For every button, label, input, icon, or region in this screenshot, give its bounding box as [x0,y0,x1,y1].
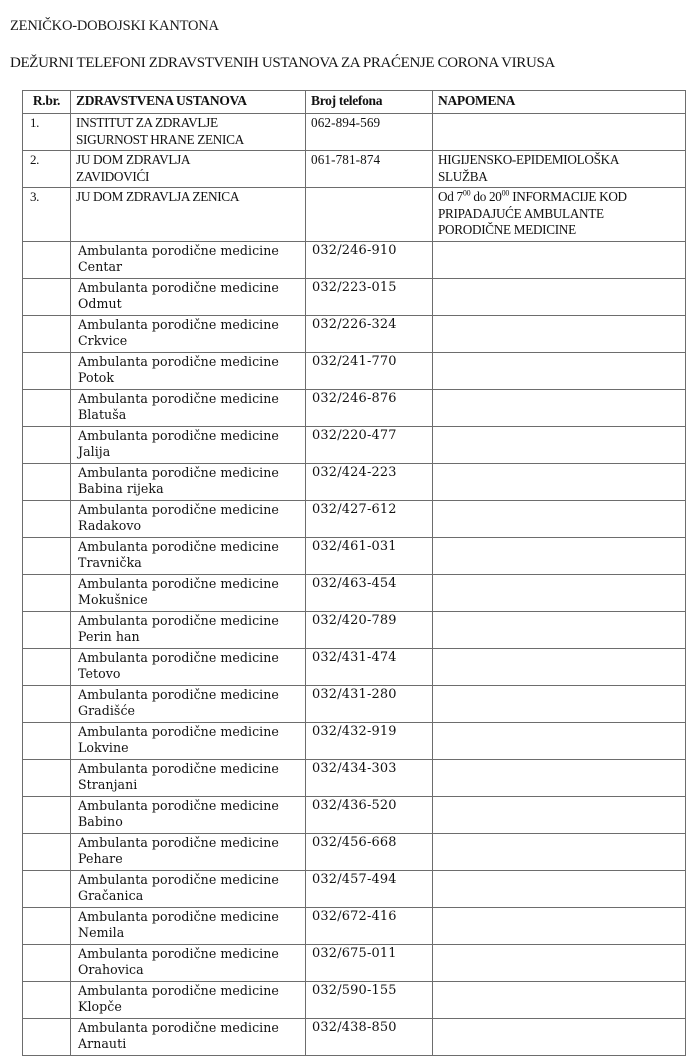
clinic-note [433,426,686,463]
clinic-note [433,944,686,981]
clinic-note [433,907,686,944]
table-row [23,685,686,722]
clinic-label: Ambulanta porodične medicine [78,242,279,258]
clinic-location: Crkvice [78,333,128,348]
clinic-label: Ambulanta porodične medicine [78,316,279,332]
table-row [23,188,686,242]
table-row [23,151,686,188]
row-number [23,278,71,315]
table-header-row [23,91,686,114]
clinic-note [433,759,686,796]
institution-note-working-hours [438,189,627,204]
clinic-label: Ambulanta porodične medicine [78,390,279,406]
row-number [23,352,71,389]
clinic-label: Ambulanta porodične medicine [78,797,279,813]
clinic-location: Lokvine [78,740,129,755]
table-row [23,389,686,426]
institution-note-line2: PRIPADAJUĆE AMBULANTE [438,205,604,221]
row-number [23,981,71,1018]
column-header-institution: ZDRAVSTVENA USTANOVA [71,91,306,114]
clinic-name [71,981,306,1018]
clinic-phone: 032/431-474 [306,648,433,685]
clinic-phone: 032/436-520 [306,796,433,833]
clinic-note [433,352,686,389]
row-number [23,611,71,648]
clinic-location: Arnauti [78,1036,127,1051]
clinic-name [71,352,306,389]
row-number [23,574,71,611]
table-row [23,1018,686,1055]
clinic-name [71,611,306,648]
clinic-label: Ambulanta porodične medicine [78,427,279,443]
clinic-phone: 032/463-454 [306,574,433,611]
table-row [23,315,686,352]
table-row [23,796,686,833]
phone-directory-table-wrapper [22,90,685,1056]
clinic-note [433,389,686,426]
clinic-label: Ambulanta porodične medicine [78,834,279,850]
clinic-label: Ambulanta porodične medicine [78,538,279,554]
clinic-phone: 032/456-668 [306,833,433,870]
row-number [23,944,71,981]
phone-directory-table [22,90,686,1056]
clinic-name [71,685,306,722]
row-number [23,907,71,944]
institution-name-line1: JU DOM ZDRAVLJA ZENICA [76,189,240,204]
clinic-label: Ambulanta porodične medicine [78,1019,279,1035]
clinic-location: Stranjani [78,777,138,792]
clinic-note [433,722,686,759]
clinic-location: Tetovo [78,666,121,681]
clinic-label: Ambulanta porodične medicine [78,575,279,591]
table-row [23,426,686,463]
clinic-note [433,574,686,611]
table-row [23,907,686,944]
column-header-rbr: R.br. [23,91,71,114]
clinic-label: Ambulanta porodične medicine [78,464,279,480]
row-number [23,426,71,463]
clinic-location: Babina rijeka [78,481,164,496]
clinic-name [71,907,306,944]
clinic-name [71,944,306,981]
institution-name [71,151,306,188]
clinic-note [433,537,686,574]
table-row [23,611,686,648]
clinic-location: Gradišće [78,703,136,718]
clinic-name [71,574,306,611]
table-row [23,537,686,574]
row-number [23,870,71,907]
clinic-location: Radakovo [78,518,142,533]
clinic-name [71,1018,306,1055]
clinic-note [433,315,686,352]
clinic-location: Gračanica [78,888,144,903]
clinic-phone: 032/457-494 [306,870,433,907]
institution-phone: 061-781-874 [306,151,433,188]
clinic-phone: 032/432-919 [306,722,433,759]
clinic-note [433,463,686,500]
table-row [23,114,686,151]
clinic-phone: 032/434-303 [306,759,433,796]
clinic-name [71,537,306,574]
clinic-label: Ambulanta porodične medicine [78,501,279,517]
clinic-label: Ambulanta porodične medicine [78,760,279,776]
clinic-location: Jalija [78,444,111,459]
clinic-name [71,722,306,759]
clinic-note [433,278,686,315]
clinic-name [71,648,306,685]
kanton-line: ZENIČKO-DOBOJSKI KANTONA [10,18,219,34]
row-number [23,500,71,537]
table-row [23,278,686,315]
document-heading [10,18,680,72]
clinic-phone: 032/246-910 [306,241,433,278]
institution-phone: 062-894-569 [306,114,433,151]
table-row [23,944,686,981]
clinic-location: Mokušnice [78,592,148,607]
clinic-note [433,685,686,722]
clinic-label: Ambulanta porodične medicine [78,649,279,665]
clinic-name [71,500,306,537]
clinic-label: Ambulanta porodične medicine [78,612,279,628]
clinic-name [71,315,306,352]
table-row [23,759,686,796]
institution-note-line3: PORODIČNE MEDICINE [438,222,576,237]
clinic-phone: 032/241-770 [306,352,433,389]
institution-name-line2: ZAVIDOVIĆI [76,168,150,184]
clinic-label: Ambulanta porodične medicine [78,723,279,739]
row-number: 1. [23,114,71,151]
clinic-label: Ambulanta porodične medicine [78,908,279,924]
clinic-phone: 032/220-477 [306,426,433,463]
row-number [23,648,71,685]
clinic-name [71,389,306,426]
clinic-name [71,759,306,796]
institution-note [433,188,686,242]
clinic-phone: 032/246-876 [306,389,433,426]
row-number [23,722,71,759]
note-hour-sup-to: 00 [501,188,510,198]
clinic-location: Nemila [78,925,125,940]
clinic-phone: 032/223-015 [306,278,433,315]
table-row [23,648,686,685]
clinic-label: Ambulanta porodične medicine [78,945,279,961]
table-row [23,500,686,537]
row-number [23,759,71,796]
clinic-location: Potok [78,370,115,385]
note-hour-sup-from: 00 [462,188,471,198]
institution-name-line1: INSTITUT ZA ZDRAVLJE [76,115,218,130]
clinic-phone: 032/675-011 [306,944,433,981]
row-number [23,241,71,278]
clinic-location: Centar [78,259,123,274]
clinic-location: Klopče [78,999,122,1014]
row-number [23,833,71,870]
clinic-label: Ambulanta porodične medicine [78,982,279,998]
row-number [23,685,71,722]
clinic-location: Babino [78,814,123,829]
clinic-name [71,796,306,833]
clinic-phone: 032/438-850 [306,1018,433,1055]
clinic-note [433,611,686,648]
clinic-phone: 032/427-612 [306,500,433,537]
row-number [23,463,71,500]
institution-note-line2: SLUŽBA [438,168,488,184]
clinic-label: Ambulanta porodične medicine [78,353,279,369]
row-number [23,315,71,352]
clinic-location: Odmut [78,296,122,311]
clinic-note [433,241,686,278]
clinic-phone: 032/420-789 [306,611,433,648]
institution-note [433,114,686,151]
table-row [23,463,686,500]
table-row [23,833,686,870]
clinic-note [433,833,686,870]
table-body [23,114,686,1056]
institution-phone [306,188,433,242]
clinic-location: Travnička [78,555,142,570]
clinic-label: Ambulanta porodične medicine [78,279,279,295]
clinic-location: Blatuša [78,407,127,422]
clinic-location: Orahovica [78,962,144,977]
clinic-note [433,500,686,537]
table-row [23,352,686,389]
clinic-name [71,426,306,463]
institution-name [71,114,306,151]
table-row [23,574,686,611]
page-title: DEŽURNI TELEFONI ZDRAVSTVENIH USTANOVA ZA PRAĆENJE CORONA VIRUSA [10,55,555,72]
clinic-note [433,981,686,1018]
clinic-note [433,870,686,907]
clinic-phone: 032/424-223 [306,463,433,500]
clinic-note [433,648,686,685]
clinic-note [433,796,686,833]
institution-name-line2: SIGURNOST HRANE ZENICA [76,131,244,147]
institution-name [71,188,306,242]
clinic-phone: 032/431-280 [306,685,433,722]
row-number [23,389,71,426]
clinic-name [71,833,306,870]
clinic-location: Pehare [78,851,123,866]
row-number [23,1018,71,1055]
institution-name-line1: JU DOM ZDRAVLJA [76,152,191,167]
column-header-phone: Broj telefona [306,91,433,114]
row-number [23,537,71,574]
clinic-name [71,870,306,907]
clinic-label: Ambulanta porodične medicine [78,871,279,887]
clinic-note [433,1018,686,1055]
clinic-location: Perin han [78,629,140,644]
clinic-name [71,278,306,315]
clinic-phone: 032/590-155 [306,981,433,1018]
note-mid: do 20 [470,189,502,204]
clinic-label: Ambulanta porodične medicine [78,686,279,702]
row-number [23,796,71,833]
clinic-name [71,463,306,500]
institution-note [433,151,686,188]
note-suffix: INFORMACIJE KOD [509,189,627,204]
clinic-phone: 032/672-416 [306,907,433,944]
table-row [23,722,686,759]
row-number: 2. [23,151,71,188]
note-prefix: Od 7 [438,189,463,204]
column-header-note: NAPOMENA [433,91,686,114]
clinic-phone: 032/226-324 [306,315,433,352]
table-row [23,241,686,278]
clinic-name [71,241,306,278]
institution-note-line1: HIGIJENSKO-EPIDEMIOLOŠKA [438,152,620,167]
row-number: 3. [23,188,71,242]
table-row [23,870,686,907]
clinic-phone: 032/461-031 [306,537,433,574]
table-row [23,981,686,1018]
